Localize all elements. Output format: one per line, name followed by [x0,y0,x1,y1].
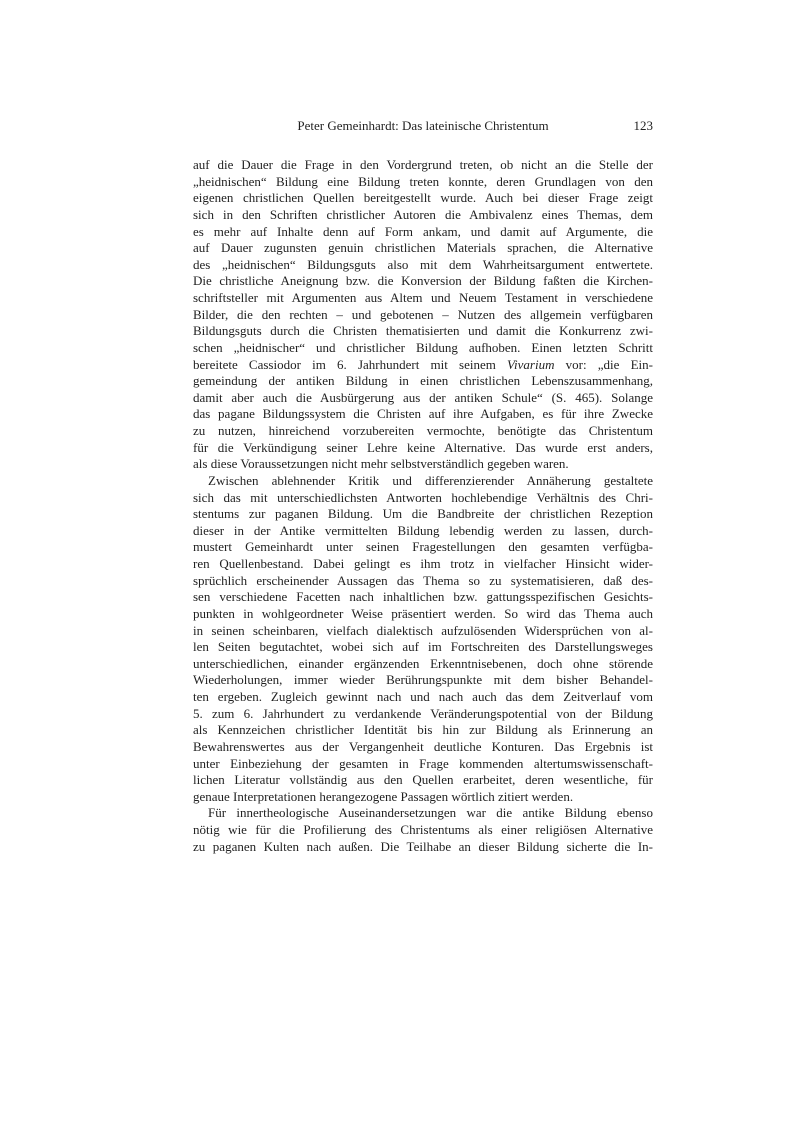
text-line [193,722,653,739]
text-segment: Die christliche Aneignung bzw. die Konversion der Bildung faßten die Kirchen- [193,273,653,289]
page-header [193,118,653,136]
text-segment: zu paganen Kulten nach außen. Die Teilhabe an dieser Bildung sicherte die In- [193,838,653,854]
text-segment: eigenen christlichen Quellen bereitgestellt wurde. Auch bei dieser Frage zeigt [193,190,653,206]
text-segment: des „heidnischen“ Bildungsguts also mit dem Wahrheitsargument entwertete. [193,256,653,272]
text-segment: Zwischen ablehnender Kritik und differenzierender Annäherung gestaltete [208,472,653,488]
text-segment: sen verschiedene Facetten nach inhaltlichen bzw. gattungsspezifischen Gesichts- [193,589,653,605]
text-line [193,290,653,307]
text-line [193,656,653,673]
text-line [193,490,653,507]
text-line [193,805,653,822]
text-line [193,822,653,839]
text-line [193,390,653,407]
text-line [193,839,653,856]
text-line [193,423,653,440]
text-line [193,606,653,623]
text-line [193,190,653,207]
text-line [193,789,653,806]
text-line [193,440,653,457]
text-line [193,539,653,556]
text-line [193,174,653,191]
text-line [193,307,653,324]
paragraph [193,805,653,855]
text-segment: „heidnischen“ Bildung eine Bildung treten konnte, deren Grundlagen von den [193,173,653,189]
text-line [193,157,653,174]
text-segment: Bewahrenswertes aus der Vergangenheit deutliche Konturen. Das Ergebnis ist [193,738,653,754]
text-segment: zu nutzen, hinreichend vorzubereiten vermochte, benötigte das Christentum [193,423,653,438]
text-segment: sprüchlich erscheinender Aussagen das Thema so zu systematisieren, daß des- [193,572,653,588]
text-line [193,357,653,374]
text-segment: das pagane Bildungssystem die Christen auf ihre Aufgaben, es für ihre Zwecke [193,406,653,422]
text-segment: 5. zum 6. Jahrhundert zu verdankende Veränderungspotential von der Bildung [193,705,653,721]
text-line [193,623,653,640]
text-segment: unter Einbeziehung der gesamten in Frage kommenden altertumswissenschaft- [193,755,653,771]
text-line [193,672,653,689]
text-line [193,506,653,523]
text-line [193,556,653,573]
text-segment: auf die Dauer die Frage in den Vordergrund treten, ob nicht an die Stelle der [193,157,653,172]
text-segment: für die Verkündigung seiner Lehre keine Alternative. Das wurde erst anders, [193,439,653,455]
text-segment: nötig wie für die Profilierung des Christentums als einer religiösen Alternative [193,822,653,837]
text-segment: auf Dauer zugunsten genuin christlichen Materials sprachen, die Alternative [193,240,653,256]
paragraph [193,157,653,473]
text-line [193,739,653,756]
text-segment: Für innertheologische Auseinandersetzungen war die antike Bildung ebenso [208,805,653,821]
text-segment: dieser in der Antike vermittelten Bildung lebendig werden zu lassen, durch- [193,522,653,538]
text-segment: Bilder, die den rechten – und gebotenen – Nutzen des allgemein verfügbaren [193,306,653,322]
page-number: 123 [633,118,653,133]
text-line [193,589,653,606]
text-line [193,573,653,590]
text-segment: es mehr auf Inhalte denn auf Form ankam, und damit auf Argumente, die [193,223,653,239]
paragraph [193,473,653,806]
text-segment: in seinen scheinbaren, vielfach dialektisch aufzulösenden Widersprüchen von al- [193,622,653,638]
text-segment: Bildungsguts durch die Christen thematisierten und damit die Konkurrenz zwi- [193,323,653,339]
text-segment: stentums zur paganen Bildung. Um die Bandbreite der christlichen Rezeption [193,506,653,522]
text-line [193,639,653,656]
text-segment: als diese Voraussetzungen nicht mehr selbstverständlich gegeben waren. [193,456,569,472]
text-segment: mustert Gemeinhardt unter seinen Fragestellungen den gesamten verfügba- [193,539,653,555]
text-line [193,257,653,274]
text-segment: ren Quellenbestand. Dabei gelingt es ihm trotz in vielfacher Hinsicht wider- [193,556,653,571]
text-line [193,689,653,706]
italic-term: Vivarium [507,356,555,372]
text-line [193,240,653,257]
text-segment: damit aber auch die Ausbürgerung aus der antiken Schule“ (S. 465). Solange [193,389,653,405]
text-segment: unterschiedlichen, einander ergänzenden Erkenntnisebenen, doch ohne störende [193,655,653,671]
text-line [193,456,653,473]
text-segment: len Seiten begutachtet, wobei sich auf im Fortschreiten des Darstellungsweges [193,639,653,655]
text-block [193,157,653,855]
text-segment: genaue Interpretationen herangezogene Passagen wörtlich zitiert werden. [193,788,574,804]
text-line [193,273,653,290]
text-line [193,373,653,390]
text-line [193,340,653,357]
text-segment: als Kennzeichen christlicher Identität bis hin zur Bildung als Erinnerung an [193,722,653,738]
text-segment: gemeindung der antiken Bildung in einen christlichen Lebenszusammenhang, [193,373,653,389]
text-segment: sich das mit unterschiedlichsten Antworten hochlebendige Verhältnis des Chri- [193,489,653,505]
running-title: Peter Gemeinhardt: Das lateinische Christentum [297,118,549,133]
text-line [193,224,653,241]
text-line [193,323,653,340]
text-line [193,772,653,789]
text-segment: bereitete Cassiodor im 6. Jahrhundert mit seinem [193,356,508,372]
text-segment: ten ergeben. Zugleich gewinnt nach und nach auch das dem Zeitverlauf vom [193,689,653,704]
text-segment: lichen Literatur vollständig aus den Quellen erarbeitet, deren wesentliche, für [193,772,653,788]
text-line [193,207,653,224]
text-line [193,523,653,540]
text-segment: punkten in wohlgeordneter Weise präsentiert werden. So wird das Thema auch [193,605,653,621]
text-line [193,473,653,490]
text-line [193,756,653,773]
text-segment: Wiederholungen, immer wieder Berührungspunkte mit dem bisher Behandel- [193,672,653,688]
text-segment: sich in den Schriften christlicher Autoren die Ambivalenz eines Themas, dem [193,206,653,222]
text-line [193,706,653,723]
text-segment: schen „heidnischer“ und christlicher Bildung aufhoben. Einen letzten Schritt [193,339,653,355]
text-segment: schriftsteller mit Argumenten aus Altem und Neuem Testament in verschiedene [193,290,653,305]
text-segment: vor: „die Ein- [554,356,653,372]
text-line [193,406,653,423]
